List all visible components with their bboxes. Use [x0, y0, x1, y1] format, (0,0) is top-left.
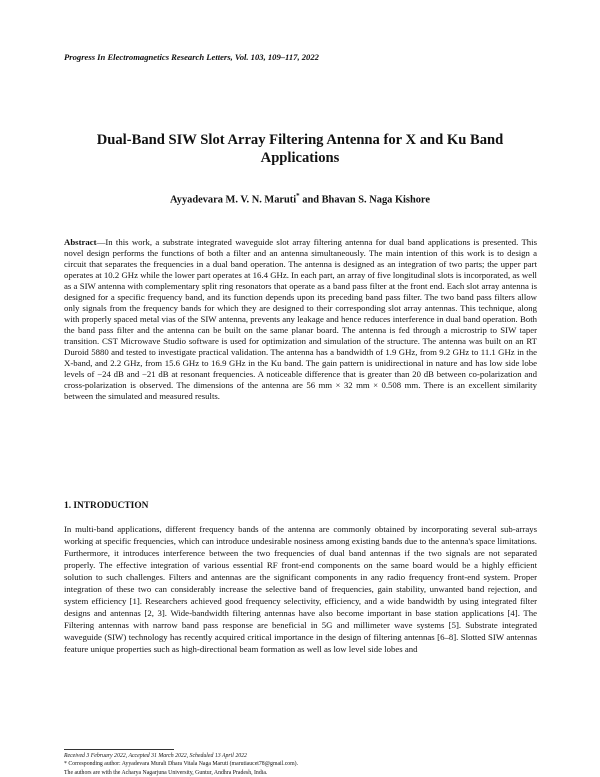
abstract — [64, 237, 537, 402]
journal-citation: Progress In Electromagnetics Research Letters, Vol. 103, 109–117, 2022 — [64, 52, 319, 62]
introduction-paragraph: In multi-band applications, different frequency bands of the antenna are commonly obtained by incorporating several sub-arrays working at specific frequencies, which can introduce undesirable nosiness among existing bands due to the antenna's space limitations. Furthermore, it introduces interference between the two frequencies of dual band antennas if the two signals are not separated properly. The effective integration of various essential RF front-end components on the same board would be a highly efficient solution to such challenges. Filters and antennas are the significant components in any radio frequency front-end system. Proper integration of these two can considerably increase the selective band of frequencies, gain stability, unwanted band rejection, and system efficiency [1]. Researchers achieved good frequency selectivity, efficiency, and a wide bandwidth by using integrated filter designs and antennas [2, 3]. Wide-bandwidth filtering antennas have also become important in base station applications [4]. The Filtering antennas with narrow band pass response are beneficial in 5G and millimeter wave systems [5]. Substrate integrated waveguide (SIW) technology has recently acquired critical importance in the design of filtering antennas [6–8]. Slotted SIW antennas feature unique properties such as high-directional beam formation as well as low level side lobes and — [64, 524, 537, 654]
affiliation-note: The authors are with the Acharya Nagarjuna University, Guntur, Andhra Pradesh, India. — [64, 769, 268, 776]
corresponding-author-marker: * — [296, 192, 300, 200]
footnotes — [64, 752, 544, 777]
author-maruti: Ayyadevara M. V. N. Maruti — [170, 194, 297, 206]
abstract-text: —In this work, a substrate integrated waveguide slot array filtering antenna for dual band applications is presented. This novel design performs the functions of both a filter and an antenna simultaneously. The main intention of this work is to design a circuit that separates the frequencies in a dual band operation. The antenna is designed as an integration of two parts; the upper part operates at 10.2 GHz while the lower part operates at 16.4 GHz. In each part, an array of five longitudinal slots is incorporated, as well as a SIW antenna with complementary split ring resonators that operate as a band pass filter at the front end. Each slot array antenna is designed for a specific frequency band, and its function depends upon its preceding band pass filter. The two band pass filters allow only signals from the frequency bands for which they are designed to their corresponding slot array antennas. This technique, along with properly spaced metal vias of the SIW antenna, prevents any leakage and hence reduces interference in dual band operation. Both the band pass filter and the antenna can be built on the same planar board. The antenna is fed through a microstrip to SIW taper transition. CST Microwave Studio software is used for optimization and simulation of the structure. The antenna was built on an RT Duroid 5880 and tested to investigate practical validation. The antenna has a bandwidth of 1.9 GHz, from 9.2 GHz to 11.1 GHz in the X-band, and 2.2 GHz, from 15.6 GHz to 16.9 GHz in the Ku band. The gain pattern is unidirectional in nature and has low side lobe levels of −24 dB and −21 dB at resonant frequencies. A noticeable difference that is greater than 20 dB between co-polarization and cross-polarization is observed. The dimensions of the antenna are 56 mm × 32 mm × 0.508 mm. There is an excellent similarity between the simulated and measured results. — [64, 237, 537, 401]
section-heading-introduction: 1. INTRODUCTION — [64, 501, 149, 511]
abstract-label: Abstract — [64, 237, 97, 247]
author-connector: and — [299, 194, 322, 206]
paper-title: Dual-Band SIW Slot Array Filtering Antenna for X and Ku Band Applications — [96, 132, 504, 166]
received-dates: Received 3 February 2022, Accepted 31 March 2022, Scheduled 13 April 2022 — [64, 753, 247, 759]
author-kishore: Bhavan S. Naga Kishore — [321, 194, 430, 206]
footnote-divider — [64, 749, 174, 750]
author-line — [64, 192, 536, 205]
corresponding-author-note: * Corresponding author: Ayyadevara Murali Dhara Vitala Naga Maruti (marutiaucet78@gmail.com). — [64, 761, 299, 768]
